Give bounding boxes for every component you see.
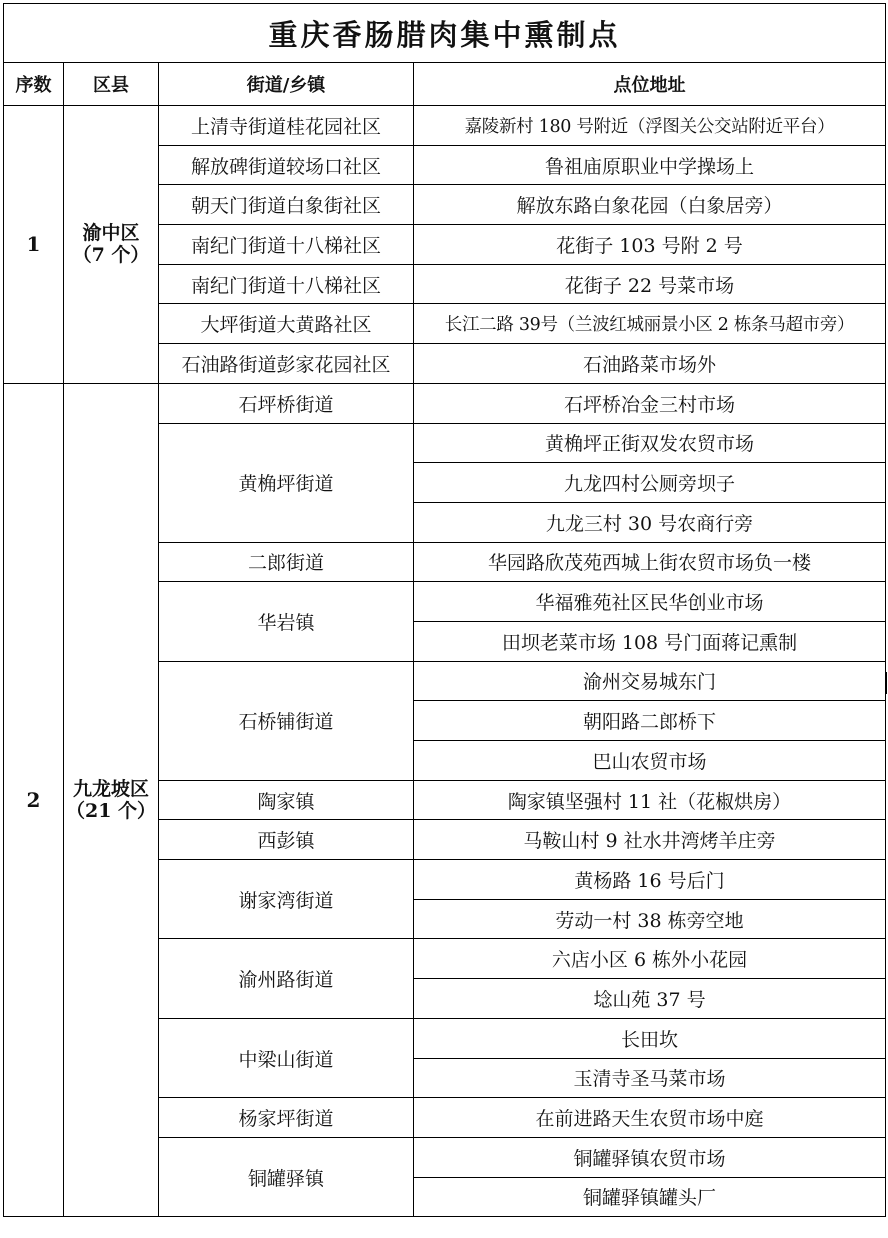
street-cell: 渝州路街道: [159, 939, 414, 1018]
district-cell: [64, 383, 159, 1216]
table-row: [4, 106, 886, 146]
street-cell: 杨家坪街道: [159, 1098, 414, 1138]
address-cell: 巴山农贸市场: [414, 741, 886, 781]
table-body: [4, 106, 886, 1217]
address-cell: 长江二路 39号（兰波红城丽景小区 2 栋条马超市旁）: [414, 304, 886, 344]
district-cell: [64, 106, 159, 384]
page-title: 重庆香肠腊肉集中熏制点: [4, 4, 886, 63]
street-cell: 中梁山街道: [159, 1018, 414, 1097]
district-count: （7 个）: [72, 244, 150, 267]
address-cell: 华福雅苑社区民华创业市场: [414, 582, 886, 622]
address-cell: 鲁祖庙原职业中学操场上: [414, 145, 886, 185]
header-address: 点位地址: [414, 63, 886, 106]
address-cell: 九龙三村 30 号农商行旁: [414, 502, 886, 542]
district-count: （21 个）: [65, 800, 157, 823]
address-cell: 石坪桥冶金三村市场: [414, 383, 886, 423]
address-cell: 朝阳路二郎桥下: [414, 701, 886, 741]
street-cell: 解放碑街道较场口社区: [159, 145, 414, 185]
address-cell: 田坝老菜市场 108 号门面蒋记熏制: [414, 621, 886, 661]
street-cell: 石桥铺街道: [159, 661, 414, 780]
street-cell: 石坪桥街道: [159, 383, 414, 423]
address-cell: 陶家镇坚强村 11 社（花椒烘房）: [414, 780, 886, 820]
street-cell: 谢家湾街道: [159, 860, 414, 939]
header-street: 街道/乡镇: [159, 63, 414, 106]
street-cell: 陶家镇: [159, 780, 414, 820]
group-seq: 1: [4, 106, 64, 384]
street-cell: 黄桷坪街道: [159, 423, 414, 542]
address-cell: 马鞍山村 9 社水井湾烤羊庄旁: [414, 820, 886, 860]
address-cell: 华园路欣茂苑西城上街农贸市场负一楼: [414, 542, 886, 582]
address-cell: 在前进路天生农贸市场中庭: [414, 1098, 886, 1138]
address-cell: 铜罐驿镇农贸市场: [414, 1137, 886, 1177]
street-cell: 朝天门街道白象街社区: [159, 185, 414, 225]
address-cell: 石油路菜市场外: [414, 344, 886, 384]
address-cell: 铜罐驿镇罐头厂: [414, 1177, 886, 1217]
address-cell: 九龙四村公厕旁坝子: [414, 463, 886, 503]
street-cell: 二郎街道: [159, 542, 414, 582]
address-cell: 花街子 22 号菜市场: [414, 264, 886, 304]
location-table: [3, 3, 886, 1217]
group-seq: 2: [4, 383, 64, 1216]
address-cell: 玉清寺圣马菜市场: [414, 1058, 886, 1098]
address-cell: 黄桷坪正街双发农贸市场: [414, 423, 886, 463]
address-cell: 渝州交易城东门: [414, 661, 886, 701]
table-row: [4, 383, 886, 423]
street-cell: 南纪门街道十八梯社区: [159, 264, 414, 304]
address-cell: 长田坎: [414, 1018, 886, 1058]
street-cell: 大坪街道大黄路社区: [159, 304, 414, 344]
street-cell: 铜罐驿镇: [159, 1137, 414, 1216]
district-name: 九龙坡区: [72, 778, 149, 801]
street-cell: 南纪门街道十八梯社区: [159, 225, 414, 265]
address-cell: 解放东路白象花园（白象居旁）: [414, 185, 886, 225]
street-cell: 石油路街道彭家花园社区: [159, 344, 414, 384]
street-cell: 华岩镇: [159, 582, 414, 661]
street-cell: 西彭镇: [159, 820, 414, 860]
header-seq: 序数: [4, 63, 64, 106]
district-name: 渝中区: [82, 222, 140, 245]
address-cell: 埝山苑 37 号: [414, 979, 886, 1019]
text-cursor-mark: [885, 672, 887, 694]
address-cell: 劳动一村 38 栋旁空地: [414, 899, 886, 939]
address-cell: 黄杨路 16 号后门: [414, 860, 886, 900]
street-cell: 上清寺街道桂花园社区: [159, 106, 414, 146]
address-cell: 嘉陵新村 180 号附近（浮图关公交站附近平台）: [414, 106, 886, 146]
address-cell: 花街子 103 号附 2 号: [414, 225, 886, 265]
header-district: 区县: [64, 63, 159, 106]
address-cell: 六店小区 6 栋外小花园: [414, 939, 886, 979]
